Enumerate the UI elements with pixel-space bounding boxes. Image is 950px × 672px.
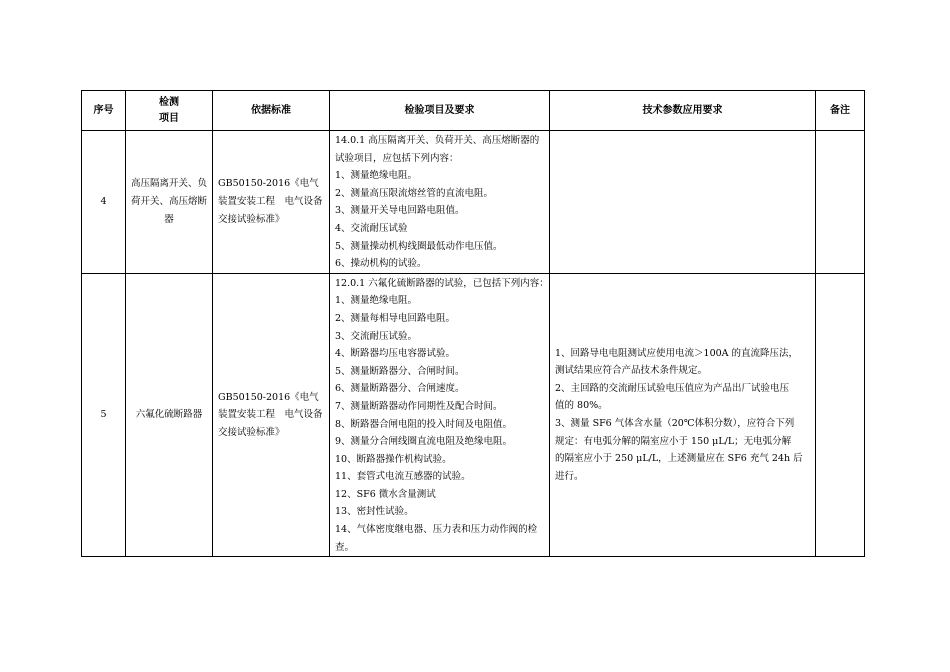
- tech-line: 规定：有电弧分解的隔室应小于 150 μL/L；无电弧分解: [555, 435, 792, 447]
- requirement-line: 3、交流耐压试验。: [335, 330, 418, 342]
- requirement-line: 7、测量断路器动作同期性及配合时间。: [335, 400, 503, 412]
- requirement-line: 2、测量每相导电回路电阻。: [335, 312, 456, 324]
- table-row: [82, 273, 865, 557]
- row-item: [126, 273, 213, 557]
- row-remarks: [816, 273, 865, 557]
- row-tech: [550, 131, 816, 274]
- requirement-line: 12.0.1 六氟化硫断路器的试验，已包括下列内容：: [335, 277, 549, 289]
- row-item: [126, 131, 213, 274]
- requirement-line: 9、测量分合闸线圈直流电阻及绝缘电阻。: [335, 436, 513, 448]
- requirement-line: 13、密封性试验。: [335, 506, 414, 518]
- row-seq: 4: [82, 131, 126, 274]
- row-tech: [550, 273, 816, 557]
- header-row: [82, 91, 865, 131]
- header-standard: 依据标准: [213, 91, 330, 131]
- header-item-line2: 项目: [159, 112, 179, 124]
- row-remarks: [816, 131, 865, 274]
- tech-line: 3、测量 SF6 气体含水量（20℃体积分数），应符合下列: [555, 418, 795, 429]
- tech-line: 进行。: [555, 470, 584, 482]
- requirement-line: 14.0.1 高压隔离开关、负荷开关、高压熔断器的: [335, 135, 540, 146]
- requirement-line: 1、测量绝缘电阻。: [335, 295, 418, 307]
- requirement-line: 1、测量绝缘电阻。: [335, 170, 418, 182]
- header-item: [126, 91, 213, 131]
- header-tech: 技术参数应用要求: [550, 91, 816, 131]
- row-requirements: [330, 273, 550, 557]
- requirement-line: 8、断路器合闸电阻的投入时间及电阻值。: [335, 418, 513, 430]
- requirement-line: 试验项目，应包括下列内容：: [335, 152, 459, 164]
- row-item-text: 六氟化硫断路器: [135, 409, 203, 421]
- row-requirements: [330, 131, 550, 274]
- requirement-line: 3、测量开关导电回路电阻值。: [335, 205, 465, 217]
- row-standard-text: GB50150-2016《电气装置安装工程 电气设备交接试验标准》: [218, 178, 323, 225]
- requirement-line: 14、气体密度继电器、压力表和压力动作阀的检: [335, 524, 538, 536]
- tech-line: 的隔室应小于 250 μL/L，上述测量应在 SF6 充气 24h 后: [555, 453, 803, 465]
- requirement-line: 11、套管式电流互感器的试验。: [335, 471, 471, 483]
- row-standard: [213, 131, 330, 274]
- row-item-text: 高压隔离开关、负荷开关、高压熔断器: [130, 178, 207, 225]
- header-requirements: 检验项目及要求: [330, 91, 550, 131]
- row-seq: 5: [82, 273, 126, 557]
- row-standard-text: GB50150-2016《电气装置安装工程 电气设备交接试验标准》: [218, 391, 323, 438]
- requirement-line: 4、断路器均压电容器试验。: [335, 348, 456, 360]
- tech-line: 测试结果应符合产品技术条件规定。: [555, 365, 708, 377]
- requirement-line: 12、SF6 微水含量测试: [335, 488, 436, 500]
- inspection-table: [81, 90, 865, 557]
- requirement-line: 6、测量断路器分、合闸速度。: [335, 383, 465, 395]
- requirement-line: 2、测量高压限流熔丝管的直流电阻。: [335, 187, 494, 199]
- requirement-line: 5、测量断路器分、合闸时间。: [335, 365, 465, 377]
- header-item-line1: 检测: [159, 96, 179, 108]
- tech-line: 2、主回路的交流耐压试验电压值应为产品出厂试验电压: [555, 382, 790, 394]
- requirement-line: 6、操动机构的试验。: [335, 258, 427, 270]
- header-remarks: 备注: [816, 91, 865, 131]
- tech-line: 1、回路导电电阻测试应使用电流＞100A 的直流降压法，: [555, 347, 799, 359]
- header-seq: 序号: [82, 91, 126, 131]
- tech-line: 值的 80%。: [555, 400, 608, 412]
- requirement-line: 查。: [335, 541, 355, 553]
- requirement-line: 5、测量操动机构线圈最低动作电压值。: [335, 240, 503, 252]
- table-row: [82, 131, 865, 274]
- requirement-line: 10、断路器操作机构试验。: [335, 453, 452, 465]
- row-standard: [213, 273, 330, 557]
- requirement-line: 4、交流耐压试验: [335, 222, 408, 234]
